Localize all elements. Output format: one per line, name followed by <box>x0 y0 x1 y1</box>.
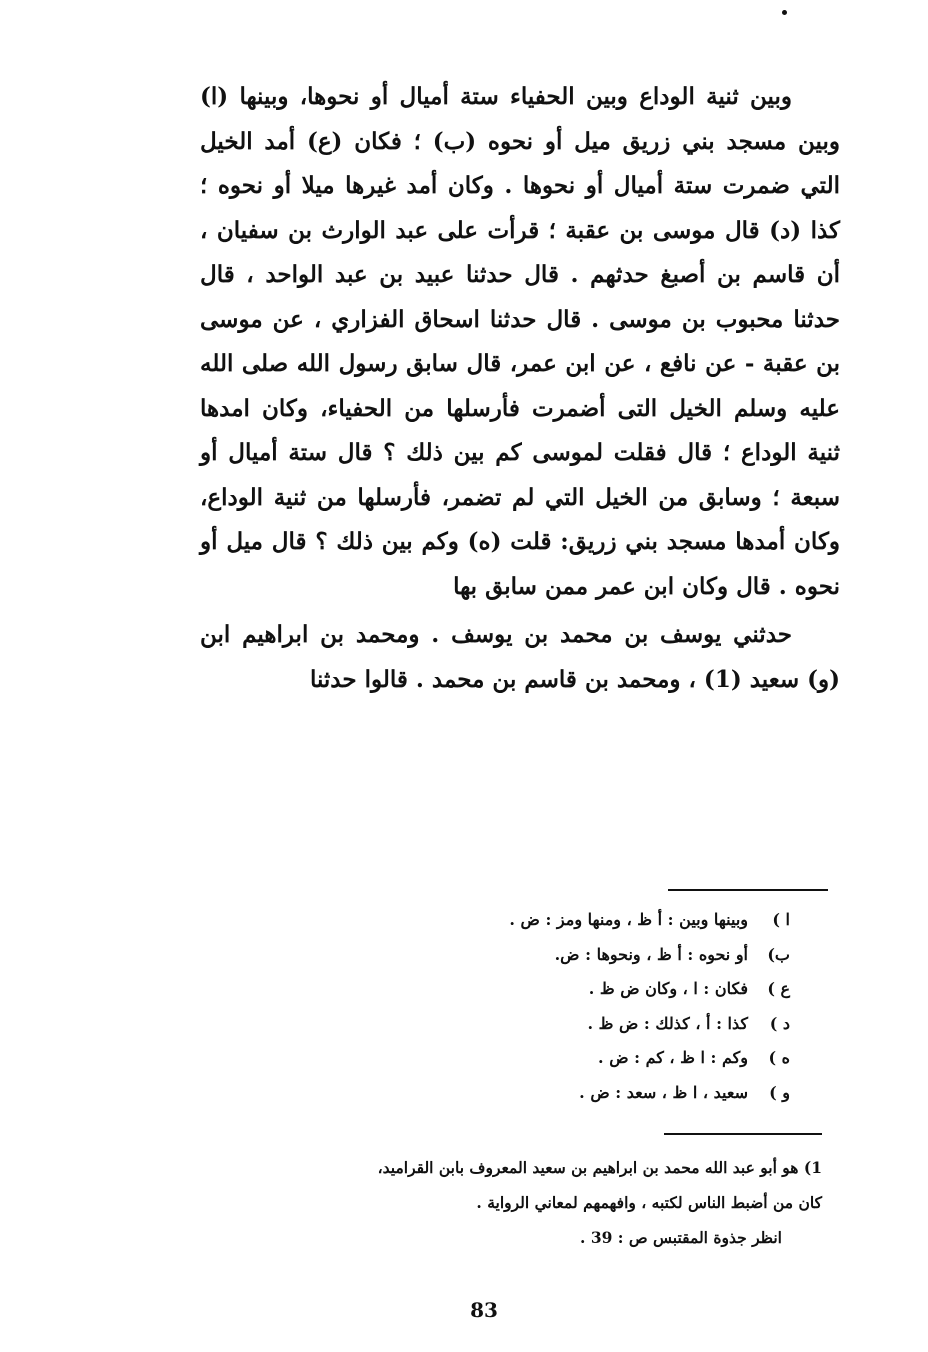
footnotes <box>210 1150 822 1255</box>
variant-item <box>420 938 790 973</box>
ink-dot <box>782 10 787 15</box>
variant-item <box>420 1007 790 1042</box>
main-paragraph-1: وبين ثنية الوداع وبين الحفياء ستة أميال أو نحوها، وبينها (ا) وبين مسجد بني زريق ميل أو نحوه (ب) ؛ فكان (ع) أمد الخيل التي ضمرت ستة أميال أو نحوها . وكان أمد غيرها ميلا أو نحوه ؛ كذا (د) قال موسى بن عقبة ؛ قرأت على عبد الوارث بن سفيان ، أن قاسم بن أصبغ حدثهم . قال حدثنا عبيد بن عبد الواحد ، قال حدثنا محبوب بن موسى . قال حدثنا اسحاق الفزاري ، عن موسى بن عقبة - عن نافع ، عن ابن عمر، قال سابق رسول الله صلى الله عليه وسلم الخيل التى أضمرت فأرسلها من الحفياء، وكان امدها ثنية الوداع ؛ قال فقلت لموسى كم بين ذلك ؟ قال ستة أميال أو سبعة ؛ وسابق من الخيل التي لم تضمر، فأرسلها من ثنية الوداع، وكان أمدها مسجد بني زريق: قلت (ه) وكم بين ذلك ؟ قال ميل أو نحوه . قال وكان ابن عمر ممن سابق بها <box>200 83 840 600</box>
variant-siglum: ب) <box>767 944 790 964</box>
variant-siglum: و ) <box>769 1082 790 1102</box>
variant-readings <box>420 903 790 1110</box>
variant-text: أو نحوه : أ ظ ، ونحوها : ض. <box>554 944 748 964</box>
main-paragraph-2: حدثني يوسف بن محمد بن يوسف . ومحمد بن ابراهيم ابن (و) سعيد (1) ، ومحمد بن قاسم بن محمد . قالوا حدثنا <box>200 621 840 693</box>
variant-text: وكم : ا ظ ، كم : ض . <box>598 1048 748 1067</box>
variant-text: سعيد ، ا ظ ، سعد : ض . <box>579 1082 748 1102</box>
variants-separator <box>668 889 828 891</box>
footnote-reference: انظر جذوة المقتبس ص : 39 . <box>580 1228 782 1247</box>
notes-separator <box>664 1133 822 1135</box>
variant-item <box>420 1041 790 1076</box>
page-number: 83 <box>470 1298 498 1322</box>
variant-siglum: ه ) <box>768 1048 790 1067</box>
variant-text: وبينها وبين : أ ظ ، ومنها ومز : ض . <box>509 910 748 929</box>
main-text <box>200 75 840 702</box>
variant-siglum: ع ) <box>767 979 790 998</box>
variant-text: فكان : ا ، وكان ض ظ . <box>588 979 748 998</box>
variant-item <box>420 903 790 938</box>
footnote-line: 1) هو أبو عبد الله محمد بن ابراهيم بن سعيد المعروف بابن القراميد، <box>377 1158 822 1177</box>
variant-siglum: ا ) <box>772 910 790 929</box>
variant-item <box>420 972 790 1007</box>
footnote-line: كان من أضبط الناس لكتبه ، وافهمهم لمعاني الرواية . <box>476 1193 822 1212</box>
variant-item <box>420 1076 790 1111</box>
variant-siglum: د ) <box>769 1013 790 1033</box>
variant-text: كذا : أ ، كذلك : ض ظ . <box>587 1013 748 1033</box>
